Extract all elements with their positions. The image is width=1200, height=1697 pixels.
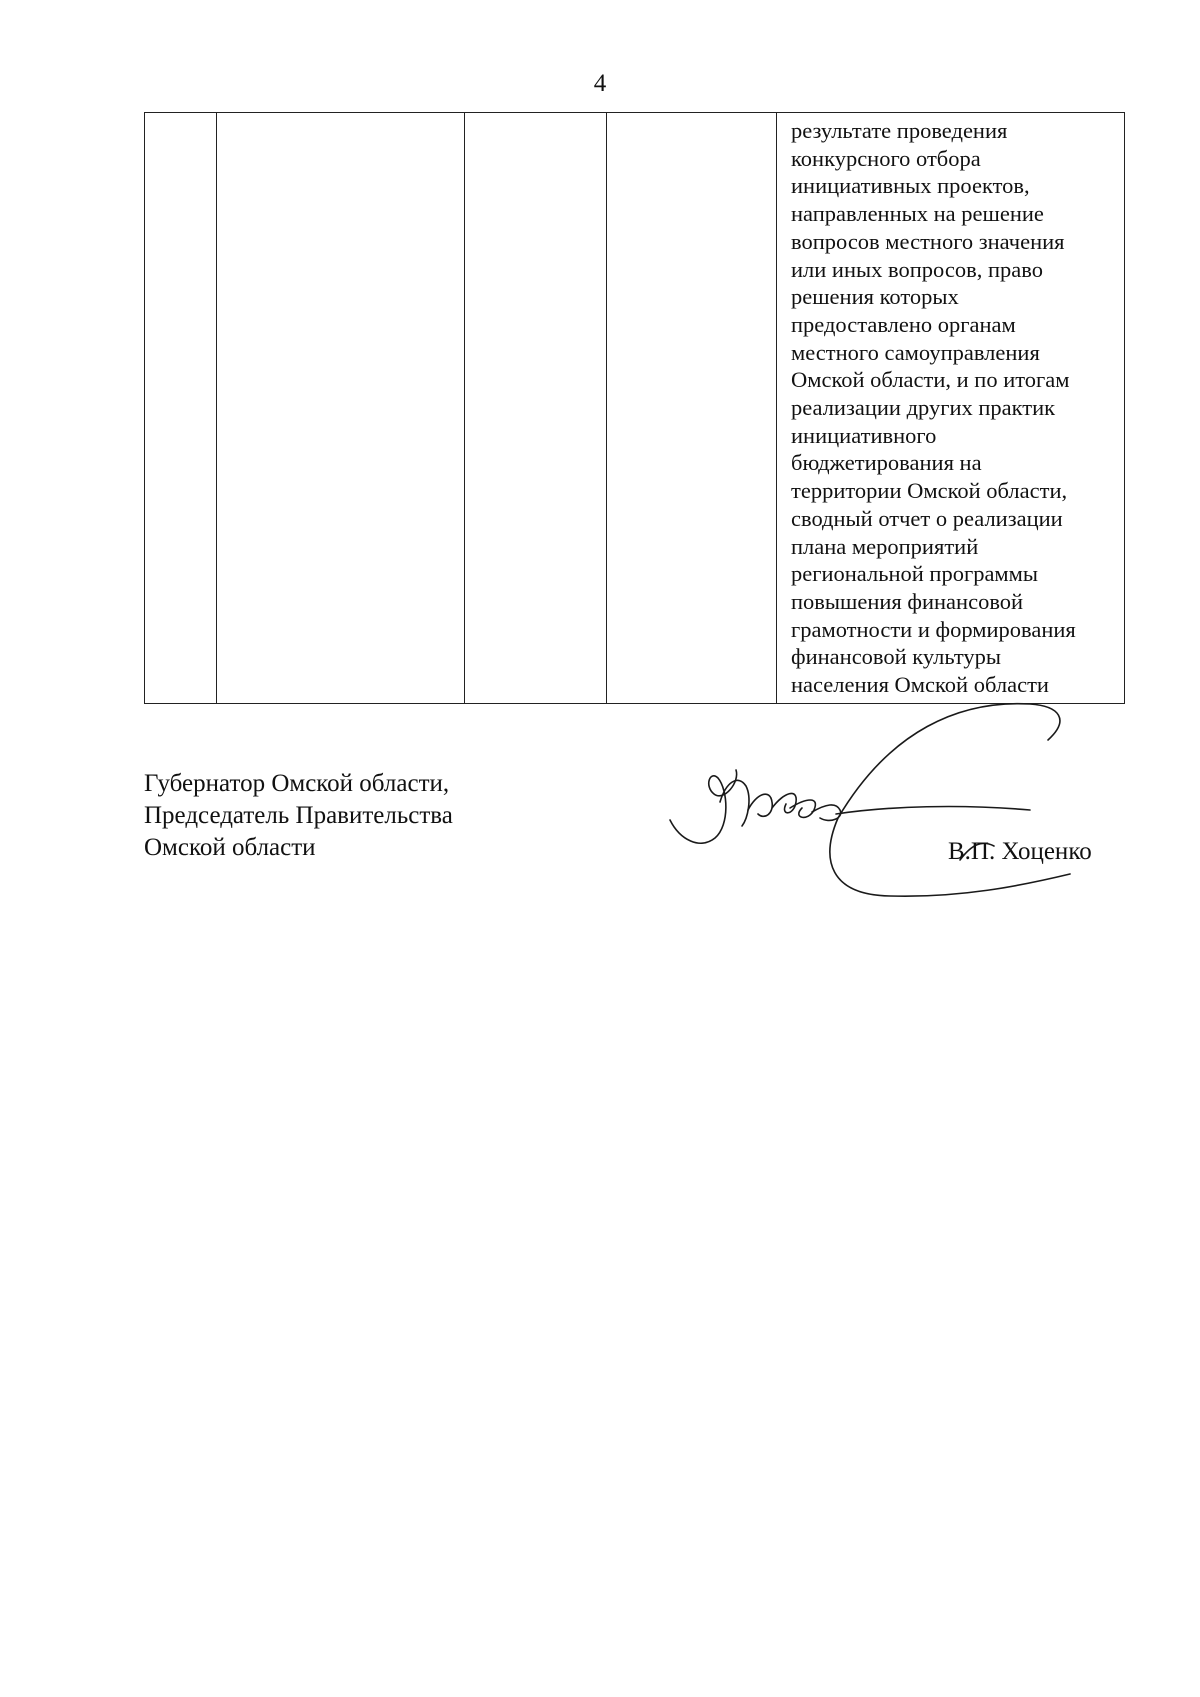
table-row — [145, 113, 1125, 704]
table-cell-deadline — [465, 113, 607, 704]
signatory-position-line: Председатель Правительства — [144, 802, 453, 829]
signatory-position-line: Омской области — [144, 834, 316, 861]
signatory-position-line: Губернатор Омской области, — [144, 770, 450, 797]
table-cell-measure — [217, 113, 465, 704]
table-cell-result: результате проведения конкурсного отбора инициативных проектов, направленных на решение вопросов местного значения или иных вопросов, право решения которых предоставлено органам местного самоуправления Омской области, и по итогам реализации других практик инициативного бюджетирования на территории Омской области, сводный отчет о реализации плана мероприятий региональной программы повышения финансовой грамотности и формирования финансовой культуры населения Омской области — [777, 113, 1125, 704]
page-number: 4 — [593, 70, 607, 97]
table-cell-number — [145, 113, 217, 704]
signatory-position — [144, 768, 453, 864]
table-cell-executor — [607, 113, 777, 704]
measures-table — [144, 112, 1125, 704]
signer-name: В.П. Хоценко — [948, 838, 1092, 865]
handwritten-signature — [660, 690, 1100, 910]
